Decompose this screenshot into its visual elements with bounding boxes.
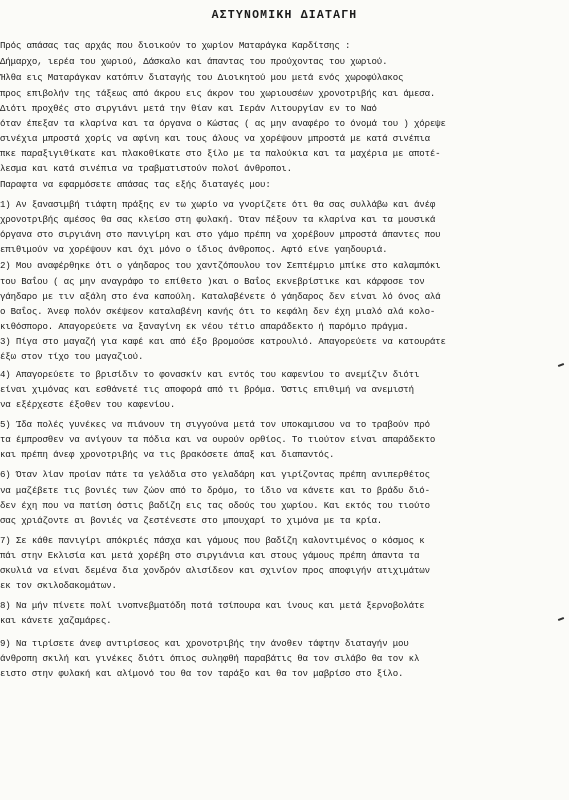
document-line: και κάνετε χαζαμάρες. [0,615,112,626]
document-line: γάηδαρο με τιν αξάλη στο ένα καπούλη. Καταλαβένετε ό γάηδαρος δεν είναι λό όνος αλά [0,291,441,302]
document-line: 2) Μου αναφέρθηκε ότι ο γάηδαρος του χαντζόπουλου τον Σεπτέμριο μπίκε στο καλαμπόκι [0,260,441,271]
document-line: έξω στον τίχο του μαγαζιού. [0,351,144,362]
document-line: χρονοτριβής αμέσος θα σας κλείσο στη φυλακή. Όταν πέξουν τα κλαρίνα και τα μουσικά [0,214,436,225]
document-line: του Βαΐου ( ας μην αναγράφο το επίθετο )και ο Βαΐος εκνεβρίστικε και κάρφοσε τον [0,276,425,287]
document-line: 4) Απαγορεύετε το βρισίδιν το φονασκίν και εντός του καφενίου το ανεμίζιν διότι [0,369,420,380]
document-line: να μαζέβετε τις βονιές των ζώον από το δρόμο, το ίδιο να κάνετε και το βράδυ διό- [0,485,430,496]
document-line: Παραφτα να εφαρμόσετε απάσας τας εξής διαταγές μου: [0,179,271,190]
document-line: εκ τον σκιλοδακομάτων. [0,580,117,591]
document-line: ο Βαΐος. Άνεφ πολόν σκέψεον καταλαβένη κανής ότι το κεφάλη δεν έχη μιαλό αλά κολο- [0,306,436,317]
document-line: λεσμα και κατά σινέπια να τραβματιστούν πολοί άνθροποι. [0,163,292,174]
margin-mark [558,363,564,367]
document-line: 5) Ίδα πολές γυνέκες να πιάνουν τη σιγγούνα μετά τον υποκαμισου να το τραβούν πρό [0,419,430,430]
document-line: είναι χιμόνας και εσθάνετέ τις αποφορά από τι βρόμα. Όστις επιθιμή να ανεμιστή [0,384,414,395]
document-line: κιθόσπορο. Απαγορεύετε να ξαναγίνη εκ νέου τέτιο απαράδεκτο ή παρόμιο πράγμα. [0,321,409,332]
document-line: Δήμαρχο, ιερέα του χωριού, Δάσκαλο και άπαντας του προύχοντας του χωριού. [0,56,388,67]
document-line: 7) Σε κάθε πανιγίρι απόκριές πάσχα και γάμους που βαδίζη καλοντιμένος ο κόσμος κ [0,535,425,546]
document-line: Ήλθα εις Ματαράγκαν κατόπιν διαταγής του Διοικητού μου μετά ενός χωροφύλακος [0,72,404,83]
document-line: σας χριάζοντε αι βονιές να ζεστένεστε στο μπουχαρί το χιμόνα με τα κρία. [0,515,383,526]
document-line: δεν έχη που να πατίση όστις βαδίζη εις τας οδούς του χωρίου. Και εκτός του τιούτο [0,500,430,511]
document-line: προς επιβολήν της τάξεως από άκρου εις άκρον του χωριουσέων χρονοτριβής και άμεσα. [0,88,436,99]
document-line: 1) Αν ξανασιμβή τιάφτη πράξης εν τω χωρίο να γνορίζετε ότι θα σας συλλάβω και άνέφ [0,199,436,210]
document-line: 8) Να μήν πίνετε πολί ινοπνεβματόδη ποτά τσίπουρα και ίνους και μετά ξερνοβολάτε [0,600,425,611]
document-line: 6) Όταν λίαν προίαν πάτε τα γελάδια στο γελαδάρη και γιρίζοντας πρέπη ανιπερθέτος [0,469,430,480]
document-line: τα έμπροσθεν να ανίγουν τα πόδια και να ουρούν ορθίος. Το τιούτον είναι απαράδεκτο [0,434,436,445]
document-line: 9) Να τιρίσετε άνεφ αντιρίσεος και χρονοτριβής την άνοθεν τάφτην διαταγήν μου [0,638,409,649]
document-line: ειστο στην φυλακή και αλίμονό του θα τον ταράξο και θα τον μαβρίσο στο ξίλο. [0,668,404,679]
document-line: Διότι προχθές στο σιργιάνι μετά την θίαν και Ιεράν Λιτουργίαν εν το Ναό [0,103,377,114]
document-line: Πρός απάσας τας αρχάς που διοικούν το χωρίον Ματαράγκα Καρδίτσης : [0,40,351,51]
document-line: να εξέρχεστε έξοθεν του καφενίου. [0,399,176,410]
document-line: και πρέπη άνεφ χρονοτριβής να τις βρακόσετε άπαξ και διαπαντός. [0,449,335,460]
document-line: άνθροπη σκιλή και γινέκες διότι όπιος συληφθή παραβάτις θα τον σιλάβο θα τον κλ [0,653,420,664]
document-line: πάι στην Εκλισία και μετά χορέβη στο σιργιάνια και στους γάμους πρέπη άπαντα τα [0,550,420,561]
document-line: σκυλιά να είναι δεμένα δια χονδρόν αλισίδεον και σχινίον προς αποφιγήν ατιχιμάτων [0,565,430,576]
document-line: επιθιμούν να χορέψουν και όχι μόνο ο ίδιος άνθροπος. Αφτό είνε γαηδουριά. [0,244,388,255]
document-line: 3) Πίγα στο μαγαζή για καφέ και από έξο βρομούσε κατρουλιό. Απαγορεύετε να κατουράτε [0,336,446,347]
document-line: πκε παραξιγιθίκατε και πλακοθίκατε στο ξίλο με τα παλούκια και τα μαχέρια με αποτέ- [0,148,441,159]
document-line: σινέχια μπροστά χορίς να αφίνη και τους άλους να χορέψουν μπροστά με κατά σινέπια [0,133,430,144]
document-line: όργανα στο σιργιάνη στο πανιγίρη και στο γάμο πρέπη να χορέβουν μπροστά άπαντες που [0,229,441,240]
document-line: όταν έπεξαν τα κλαρίνα και τα όργανα ο Κώστας ( ας μην αναφέρο το όνομά του ) χόρεψε [0,118,446,129]
document-title: ΑΣΤΥΝΟΜΙΚΗ ΔΙΑΤΑΓΗ [211,9,358,22]
